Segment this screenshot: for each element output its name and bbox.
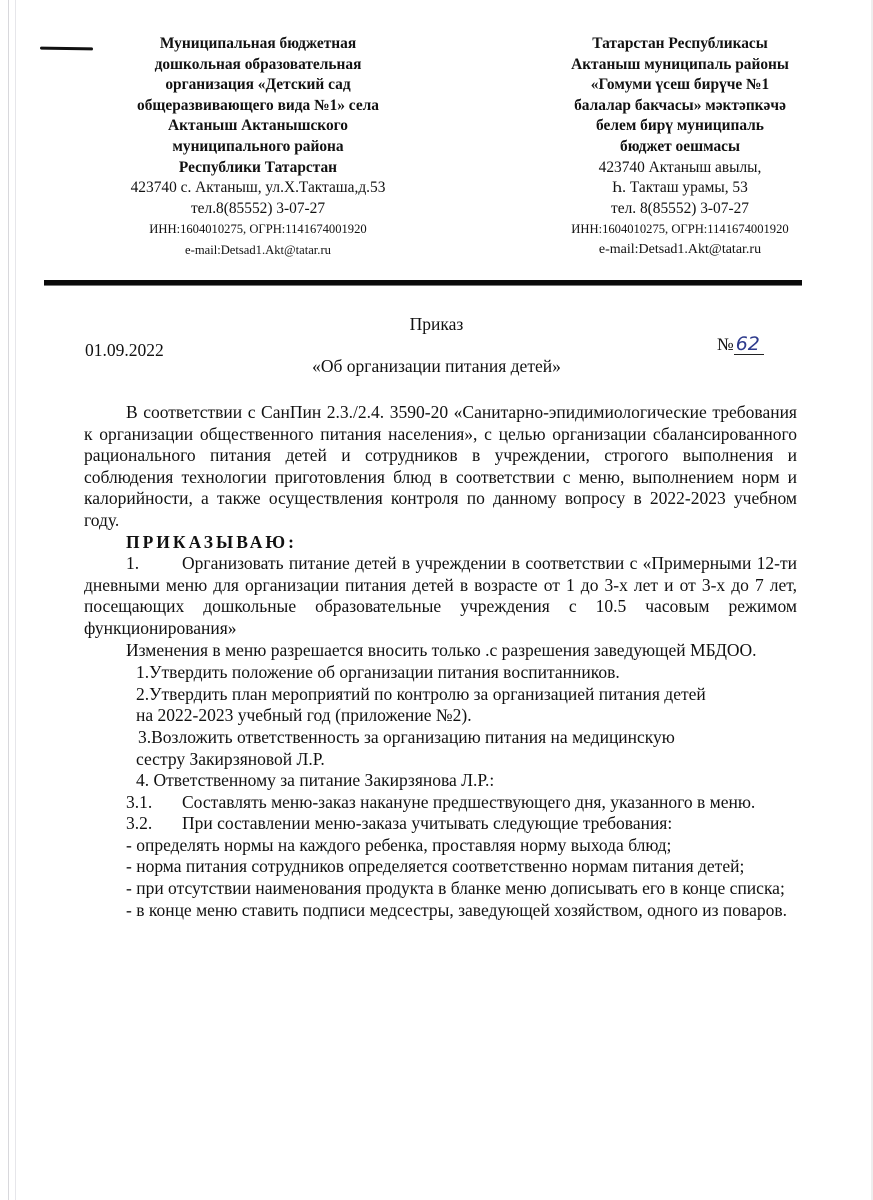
point-number: 3.1.	[126, 791, 153, 812]
item-text: Организовать питание детей в учреждении в соответствии с «Примерными 12-ти дневными меню для организации питания детей в возрасте от 1 до 3-х лет и от 3-х до 7 лет, посещающих дошкольные образовательные учреждения с 10.5 часовым режимом функционирования»	[84, 553, 797, 638]
org-name-line: «Гомуми үсеш бирүче №1	[590, 76, 770, 94]
org-name-line: белем бирү муниципаль	[596, 117, 764, 135]
org-name-line: Республики Татарстан	[178, 158, 338, 176]
org-email: e-mail:Detsad1.Akt@tatar.ru	[185, 242, 331, 257]
item-number: 1.	[126, 553, 140, 574]
org-phone: тел.8(85552) 3-07-27	[190, 199, 326, 217]
letterhead-tatar	[530, 34, 830, 261]
org-address: 423740 с. Актаныш, ул.Х.Такташа,д.53	[130, 179, 386, 197]
point-text: Составлять меню-заказ накануне предшествующего дня, указанного в меню.	[182, 791, 756, 812]
sub-item-3: 3.Возложить ответственность за организацию питания на медицинскую	[138, 726, 675, 747]
requirement: - в конце меню ставить подписи медсестры, заведующей хозяйством, одного из поваров.	[126, 899, 787, 920]
org-name-line: дошкольная образовательная	[154, 55, 362, 73]
letterhead-russian	[100, 34, 416, 261]
sub-item-2-cont: на 2022-2023 учебный год (приложение №2).	[136, 705, 472, 726]
point-3-1	[84, 792, 797, 814]
menu-changes: Изменения в меню разрешается вносить только .с разрешения заведующей МБДОО.	[126, 639, 757, 660]
document-title: Приказ	[409, 314, 464, 334]
sub-items	[84, 662, 797, 792]
sub-item-1: 1.Утвердить положение об организации питания воспитанников.	[136, 662, 620, 683]
org-name-line: муниципального района	[172, 137, 344, 155]
org-ids: ИНН:1604010275, ОГРН:1141674001920	[149, 222, 367, 237]
item-1	[84, 553, 797, 639]
org-name-line: Актаныш муниципаль районы	[571, 55, 789, 73]
org-address: 423740 Актаныш авылы,	[598, 158, 762, 176]
order-number	[717, 334, 764, 355]
number-sign: №	[717, 334, 734, 354]
requirement: - определять нормы на каждого ребенка, проставляя норму выхода блюд;	[126, 834, 672, 855]
org-name-line: Татарстан Республикасы	[592, 35, 768, 52]
sub-item-4: 4. Ответственному за питание Закирзянова Л.Р.:	[136, 770, 495, 791]
handwritten-number: 62	[734, 334, 764, 355]
letterhead-divider	[44, 280, 480, 286]
order-subject: «Об организации питания детей»	[312, 356, 561, 376]
org-name-line: бюджет оешмасы	[620, 137, 740, 155]
letterhead-divider	[480, 280, 802, 286]
preamble: В соответствии с СанПин 2.3./2.4. 3590-20 «Санитарно-эпидимиологические требования к организации общественного питания населения», с целью организации сбалансированного рационального питания детей и сотрудников в учреждении, строгого выполнения и соблюдения технологии приготовления блюд в соответствии с меню, выполнением норм и калорийности, а также осуществления контроля по данному вопросу в 2022-2023 учебном году.	[84, 402, 797, 530]
org-name-line: Актаныш Актанышского	[168, 117, 348, 135]
point-number: 3.2.	[126, 813, 153, 834]
handwritten-dash-mark	[40, 47, 93, 51]
org-name-line: балалар бакчасы» мәктәпкәчә	[574, 96, 786, 114]
requirement: - при отсутствии наименования продукта в бланке меню дописывать его в конце списка;	[126, 878, 785, 899]
org-name-line: Муниципальная бюджетная	[159, 35, 357, 52]
org-name-line: общеразвивающего вида №1» села	[137, 96, 379, 114]
org-name-line: организация «Детский сад	[165, 76, 351, 94]
org-ids: ИНН:1604010275, ОГРН:1141674001920	[571, 222, 789, 237]
order-date: 01.09.2022	[85, 340, 164, 360]
sub-item-3-cont: сестру Закирзяновой Л.Р.	[136, 748, 325, 769]
sub-item-2: 2.Утвердить план мероприятий по контролю за организацией питания детей	[136, 683, 706, 704]
scan-edge	[8, 0, 16, 1200]
point-text: При составлении меню-заказа учитывать следующие требования:	[182, 813, 673, 834]
order-heading: ПРИКАЗЫВАЮ:	[126, 531, 297, 552]
org-phone: тел. 8(85552) 3-07-27	[611, 199, 749, 217]
document-body	[84, 402, 797, 921]
point-3-2	[84, 813, 797, 835]
requirement: - норма питания сотрудников определяется соответственно нормам питания детей;	[126, 856, 745, 877]
org-email: e-mail:Detsad1.Akt@tatar.ru	[598, 241, 762, 257]
org-address: Һ. Такташ урамы, 53	[612, 179, 748, 197]
